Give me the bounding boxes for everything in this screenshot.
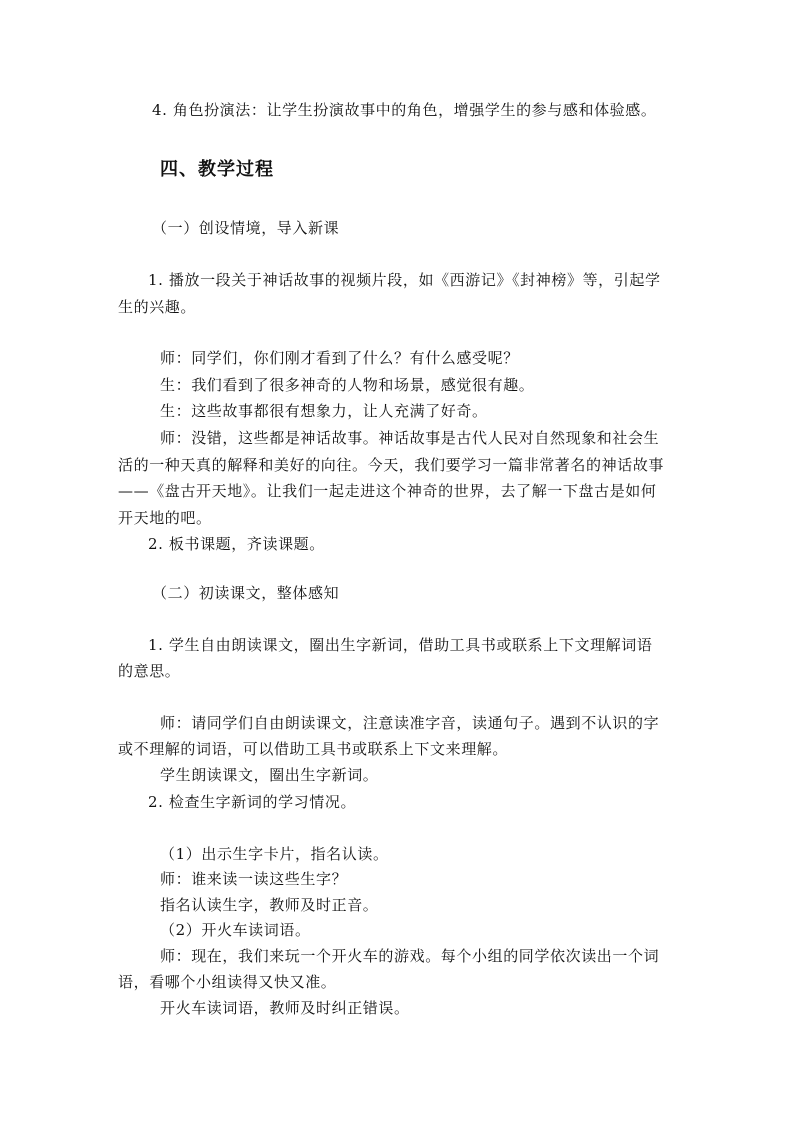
- part1-teacher2-line1: 师：没错，这些都是神话故事。神话故事是古代人民对自然现象和社会生: [160, 429, 660, 447]
- part2-activity3: 开火车读词语，教师及时纠正错误。: [160, 999, 410, 1017]
- part1-step1-line2: 生的兴趣。: [118, 298, 197, 316]
- part2-teacher1-line1: 师：请同学们自由朗读课文，注意读准字音，读通句子。遇到不认识的字: [160, 714, 660, 732]
- part1-teacher2-line3: ——《盘古开天地》。让我们一起走进这个神奇的世界，去了解一下盘古是如何: [118, 482, 657, 500]
- teaching-method-4: 4. 角色扮演法：让学生扮演故事中的角色，增强学生的参与感和体验感。: [152, 101, 657, 119]
- section-heading: 四、教学过程: [160, 159, 274, 180]
- part1-student-line-2: 生：这些故事都很有想象力，让人充满了好奇。: [160, 402, 488, 420]
- part1-step2: 2. 板书课题，齐读课题。: [148, 535, 325, 553]
- part2-sub2: （2）开火车读词语。: [160, 921, 311, 939]
- part2-step1-line1: 1. 学生自由朗读课文，圈出生字新词，借助工具书或联系上下文理解词语: [148, 636, 653, 654]
- part2-step2: 2. 检查生字新词的学习情况。: [148, 793, 357, 811]
- part2-sub1: （1）出示生字卡片，指名认读。: [160, 845, 389, 863]
- part2-teacher3-line1: 师：现在，我们来玩一个开火车的游戏。每个小组的同学依次读出一个词: [160, 947, 660, 965]
- part2-activity2: 指名认读生字，教师及时正音。: [160, 896, 379, 914]
- part2-teacher1-line2: 或不理解的词语，可以借助工具书或联系上下文来理解。: [118, 740, 509, 758]
- part1-teacher-line: 师：同学们，你们刚才看到了什么？有什么感受呢？: [160, 349, 519, 367]
- part1-step1-line1: 1. 播放一段关于神话故事的视频片段，如《西游记》《封神榜》等，引起学: [148, 271, 661, 289]
- part2-teacher3-line2: 语，看哪个小组读得又快又准。: [118, 973, 337, 991]
- part2-step1-line2: 的意思。: [118, 662, 181, 680]
- part1-teacher2-line2: 活的一种天真的解释和美好的向往。今天，我们要学习一篇非常著名的神话故事: [118, 456, 665, 474]
- part2-activity1: 学生朗读课文，圈出生字新词。: [160, 766, 379, 784]
- part1-teacher2-line4: 开天地的吧。: [118, 509, 212, 527]
- part1-title: （一）创设情境，导入新课: [152, 219, 340, 237]
- part2-title: （二）初读课文，整体感知: [152, 584, 340, 602]
- part2-teacher2: 师：谁来读一读这些生字？: [160, 870, 348, 888]
- part1-student-line-1: 生：我们看到了很多神奇的人物和场景，感觉很有趣。: [160, 376, 535, 394]
